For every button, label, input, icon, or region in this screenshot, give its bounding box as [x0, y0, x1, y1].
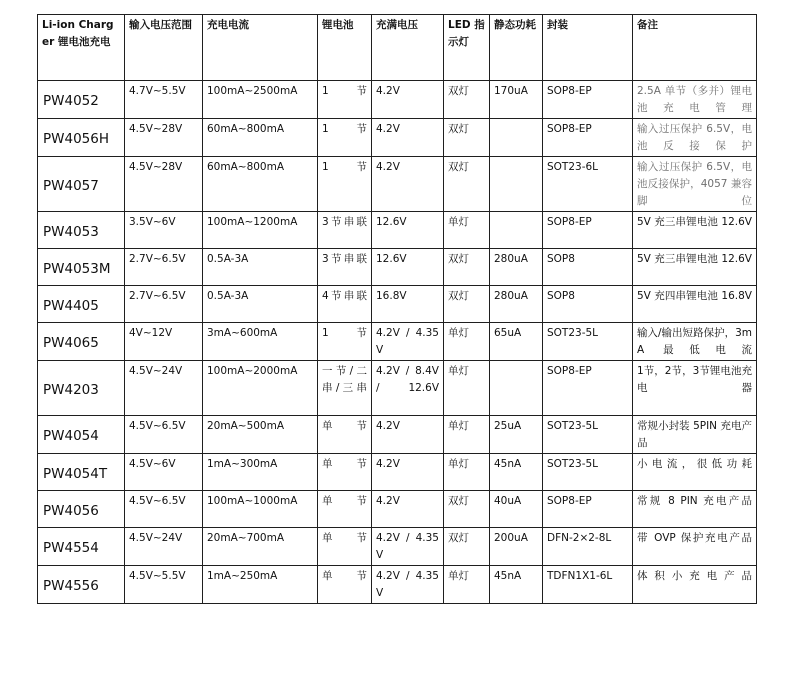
charge-current-cell: 100mA~2000mA — [203, 361, 318, 416]
led-cell: 单灯 — [444, 566, 490, 604]
charge-current-cell: 1mA~250mA — [203, 566, 318, 604]
cell-count-cell: 1节 — [318, 81, 372, 119]
header-notes: 备注 — [633, 15, 757, 81]
quiescent-cell — [490, 119, 543, 157]
table-row — [38, 157, 757, 212]
table-row — [38, 361, 757, 416]
package-cell: SOP8 — [543, 286, 633, 323]
quiescent-cell: 45nA — [490, 454, 543, 491]
table-row — [38, 491, 757, 528]
input-range-cell: 4.5V~24V — [125, 528, 203, 566]
model-cell: PW4056H — [38, 119, 125, 157]
cell-count-cell: 单节 — [318, 528, 372, 566]
charger-spec-table — [37, 14, 757, 604]
note-cell: 5V 充三串锂电池 12.6V — [633, 212, 757, 249]
note-cell: 2.5A 单节（多并）锂电池充电管理 — [633, 81, 757, 119]
led-cell: 双灯 — [444, 528, 490, 566]
note-cell: 5V 充三串锂电池 12.6V — [633, 249, 757, 286]
package-cell: DFN-2×2-8L — [543, 528, 633, 566]
cell-count-cell: 3节串联 — [318, 212, 372, 249]
header-model: Li-ion Charger 锂电池充电 — [38, 15, 125, 81]
header-led: LED 指示灯 — [444, 15, 490, 81]
led-cell: 单灯 — [444, 416, 490, 454]
cell-count-cell: 单节 — [318, 566, 372, 604]
input-range-cell: 4.5V~28V — [125, 119, 203, 157]
charge-current-cell: 100mA~1200mA — [203, 212, 318, 249]
package-cell: SOP8 — [543, 249, 633, 286]
note-cell: 输入过压保护 6.5V，电池反接保护 — [633, 119, 757, 157]
led-cell: 单灯 — [444, 323, 490, 361]
full-voltage-cell: 4.2V — [372, 119, 444, 157]
input-range-cell: 4V~12V — [125, 323, 203, 361]
charge-current-cell: 60mA~800mA — [203, 119, 318, 157]
led-cell: 双灯 — [444, 286, 490, 323]
led-cell: 双灯 — [444, 119, 490, 157]
full-voltage-cell: 4.2V / 4.35V — [372, 566, 444, 604]
led-cell: 单灯 — [444, 212, 490, 249]
cell-count-cell: 4节串联 — [318, 286, 372, 323]
note-cell: 小电流，很低功耗 — [633, 454, 757, 491]
input-range-cell: 4.5V~24V — [125, 361, 203, 416]
full-voltage-cell: 4.2V / 4.35V — [372, 323, 444, 361]
charge-current-cell: 3mA~600mA — [203, 323, 318, 361]
quiescent-cell: 25uA — [490, 416, 543, 454]
model-cell: PW4054T — [38, 454, 125, 491]
charge-current-cell: 100mA~2500mA — [203, 81, 318, 119]
full-voltage-cell: 12.6V — [372, 249, 444, 286]
led-cell: 双灯 — [444, 491, 490, 528]
charge-current-cell: 0.5A-3A — [203, 249, 318, 286]
table-row — [38, 566, 757, 604]
quiescent-cell: 200uA — [490, 528, 543, 566]
input-range-cell: 4.5V~6.5V — [125, 491, 203, 528]
package-cell: SOP8-EP — [543, 212, 633, 249]
full-voltage-cell: 4.2V / 8.4V / 12.6V — [372, 361, 444, 416]
table-row — [38, 416, 757, 454]
table-row — [38, 454, 757, 491]
header-package: 封装 — [543, 15, 633, 81]
quiescent-cell — [490, 361, 543, 416]
note-cell: 1节，2节，3节锂电池充电器 — [633, 361, 757, 416]
table-row — [38, 323, 757, 361]
model-cell: PW4056 — [38, 491, 125, 528]
cell-count-cell: 一节/二串/三串 — [318, 361, 372, 416]
header-full-voltage: 充满电压 — [372, 15, 444, 81]
note-cell: 带 OVP 保护充电产品 — [633, 528, 757, 566]
note-cell: 常规 8 PIN 充电产品 — [633, 491, 757, 528]
quiescent-cell: 280uA — [490, 286, 543, 323]
header-input-range: 输入电压范围 — [125, 15, 203, 81]
table-row — [38, 528, 757, 566]
led-cell: 双灯 — [444, 157, 490, 212]
model-cell: PW4065 — [38, 323, 125, 361]
full-voltage-cell: 4.2V — [372, 454, 444, 491]
quiescent-cell — [490, 212, 543, 249]
led-cell: 单灯 — [444, 361, 490, 416]
model-cell: PW4057 — [38, 157, 125, 212]
model-cell: PW4053 — [38, 212, 125, 249]
package-cell: SOT23-5L — [543, 323, 633, 361]
model-cell: PW4556 — [38, 566, 125, 604]
package-cell: SOP8-EP — [543, 361, 633, 416]
header-charge-current: 充电电流 — [203, 15, 318, 81]
cell-count-cell: 单节 — [318, 416, 372, 454]
input-range-cell: 4.5V~28V — [125, 157, 203, 212]
package-cell: TDFN1X1-6L — [543, 566, 633, 604]
quiescent-cell: 170uA — [490, 81, 543, 119]
charge-current-cell: 0.5A-3A — [203, 286, 318, 323]
cell-count-cell: 1节 — [318, 119, 372, 157]
note-cell: 输入/输出短路保护，3mA 最低电流 — [633, 323, 757, 361]
cell-count-cell: 1节 — [318, 323, 372, 361]
input-range-cell: 2.7V~6.5V — [125, 286, 203, 323]
header-cells: 锂电池 — [318, 15, 372, 81]
quiescent-cell: 280uA — [490, 249, 543, 286]
charge-current-cell: 1mA~300mA — [203, 454, 318, 491]
charge-current-cell: 20mA~700mA — [203, 528, 318, 566]
input-range-cell: 3.5V~6V — [125, 212, 203, 249]
note-cell: 体积小充电产品 — [633, 566, 757, 604]
charge-current-cell: 100mA~1000mA — [203, 491, 318, 528]
header-quiescent: 静态功耗 — [490, 15, 543, 81]
package-cell: SOT23-5L — [543, 416, 633, 454]
full-voltage-cell: 4.2V — [372, 416, 444, 454]
quiescent-cell — [490, 157, 543, 212]
package-cell: SOT23-5L — [543, 454, 633, 491]
input-range-cell: 4.5V~6V — [125, 454, 203, 491]
input-range-cell: 2.7V~6.5V — [125, 249, 203, 286]
led-cell: 单灯 — [444, 454, 490, 491]
full-voltage-cell: 16.8V — [372, 286, 444, 323]
table-body — [38, 81, 757, 604]
full-voltage-cell: 4.2V — [372, 491, 444, 528]
note-cell: 5V 充四串锂电池 16.8V — [633, 286, 757, 323]
table-row — [38, 249, 757, 286]
table-row — [38, 81, 757, 119]
model-cell: PW4053M — [38, 249, 125, 286]
input-range-cell: 4.7V~5.5V — [125, 81, 203, 119]
cell-count-cell: 3节串联 — [318, 249, 372, 286]
quiescent-cell: 45nA — [490, 566, 543, 604]
input-range-cell: 4.5V~6.5V — [125, 416, 203, 454]
full-voltage-cell: 12.6V — [372, 212, 444, 249]
full-voltage-cell: 4.2V — [372, 157, 444, 212]
table-row — [38, 119, 757, 157]
package-cell: SOP8-EP — [543, 491, 633, 528]
note-cell: 输入过压保护 6.5V，电池反接保护，4057 兼容脚位 — [633, 157, 757, 212]
table-row — [38, 212, 757, 249]
led-cell: 双灯 — [444, 81, 490, 119]
quiescent-cell: 65uA — [490, 323, 543, 361]
full-voltage-cell: 4.2V / 4.35V — [372, 528, 444, 566]
led-cell: 双灯 — [444, 249, 490, 286]
model-cell: PW4554 — [38, 528, 125, 566]
cell-count-cell: 1节 — [318, 157, 372, 212]
cell-count-cell: 单节 — [318, 491, 372, 528]
model-cell: PW4203 — [38, 361, 125, 416]
note-cell: 常规小封装 5PIN 充电产品 — [633, 416, 757, 454]
package-cell: SOP8-EP — [543, 119, 633, 157]
model-cell: PW4052 — [38, 81, 125, 119]
model-cell: PW4405 — [38, 286, 125, 323]
package-cell: SOT23-6L — [543, 157, 633, 212]
input-range-cell: 4.5V~5.5V — [125, 566, 203, 604]
charge-current-cell: 20mA~500mA — [203, 416, 318, 454]
model-cell: PW4054 — [38, 416, 125, 454]
charge-current-cell: 60mA~800mA — [203, 157, 318, 212]
package-cell: SOP8-EP — [543, 81, 633, 119]
full-voltage-cell: 4.2V — [372, 81, 444, 119]
cell-count-cell: 单节 — [318, 454, 372, 491]
table-header-row — [38, 15, 757, 81]
table-row — [38, 286, 757, 323]
quiescent-cell: 40uA — [490, 491, 543, 528]
